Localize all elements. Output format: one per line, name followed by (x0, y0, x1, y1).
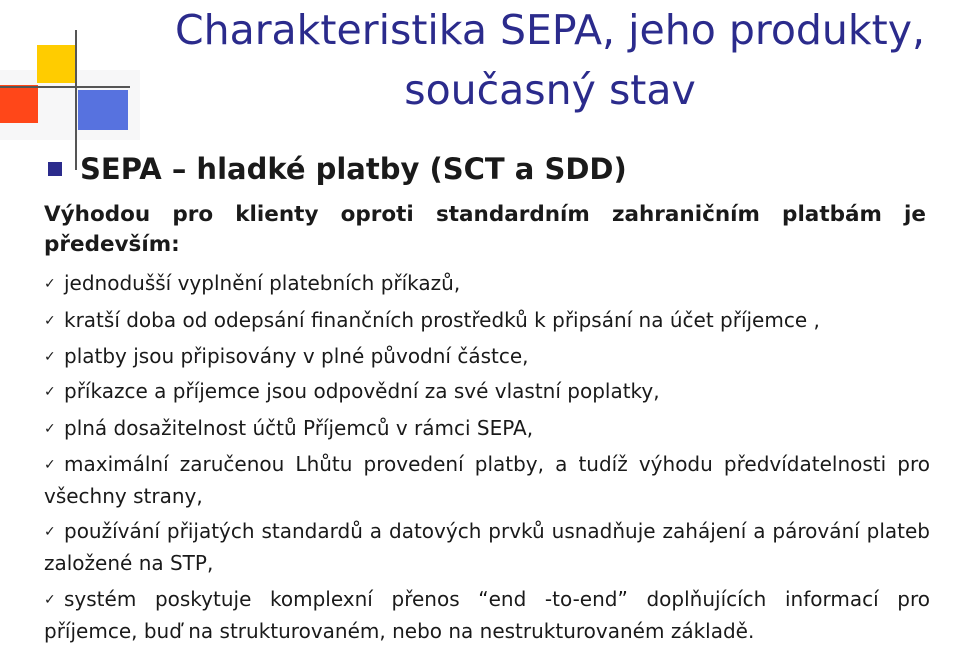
list-item (44, 449, 930, 512)
list-item-text: plná dosažitelnost účtů Příjemců v rámci SEPA, (64, 416, 534, 440)
checkmark-icon: ✓ (44, 457, 56, 473)
list-item (44, 376, 930, 408)
decor-blue-square (78, 90, 128, 130)
decor-yellow-square (37, 45, 75, 83)
list-item-text: příkazce a příjemce jsou odpovědní za své vlastní poplatky, (64, 379, 660, 403)
checkmark-icon: ✓ (44, 421, 56, 437)
checkmark-icon: ✓ (44, 592, 56, 608)
list-item (44, 341, 930, 373)
list-item-text: maximální zaručenou Lhůtu provedení platby, a tudíž výhodu předvídatelnosti pro všechny strany, (44, 452, 930, 508)
slide-title-line2: současný stav (404, 66, 696, 114)
list-item-text: kratší doba od odepsání finančních prostředků k připsání na účet příjemce , (64, 308, 820, 332)
decor-horizontal-line (0, 86, 130, 88)
checkmark-icon: ✓ (44, 524, 56, 540)
list-item (44, 305, 930, 337)
list-item (44, 413, 930, 445)
list-item (44, 268, 930, 300)
list-item-text: platby jsou připisovány v plné původní částce, (64, 344, 529, 368)
section-heading (48, 152, 627, 186)
checkmark-icon: ✓ (44, 313, 56, 329)
decor-vertical-line (75, 30, 77, 170)
checkmark-icon: ✓ (44, 384, 56, 400)
square-bullet-icon (48, 162, 62, 176)
decor-red-square (0, 85, 38, 123)
section-heading-text: SEPA – hladké platby (SCT a SDD) (80, 152, 627, 186)
checkmark-icon: ✓ (44, 276, 56, 292)
slide-title (140, 0, 960, 120)
list-item (44, 516, 930, 579)
slide-title-line1: Charakteristika SEPA, jeho produkty, (174, 6, 926, 54)
list-item-text: systém poskytuje komplexní přenos “end -to-end” doplňujících informací pro příjemce, buď na strukturovaném, nebo na nestrukturovaném základě. (44, 587, 930, 643)
list-item (44, 584, 930, 647)
checkmark-icon: ✓ (44, 349, 56, 365)
list-item-text: jednodušší vyplnění platebních příkazů, (64, 271, 461, 295)
intro-text: Výhodou pro klienty oproti standardním zahraničním platbám je především: (44, 202, 926, 257)
list-item-text: používání přijatých standardů a datových prvků usnadňuje zahájení a párování plateb založené na STP, (44, 519, 930, 575)
